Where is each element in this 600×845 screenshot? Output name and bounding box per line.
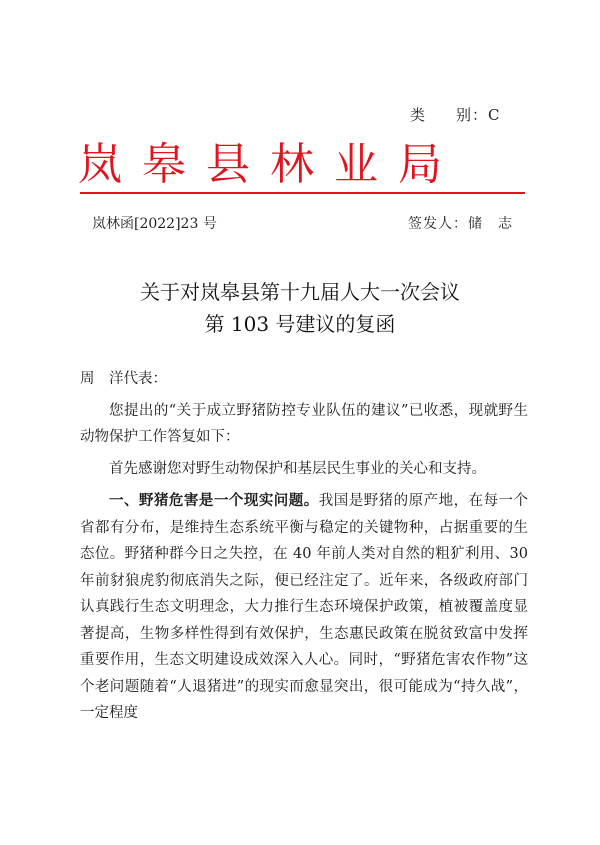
document-number: 岚林函[2022]23 号 xyxy=(92,216,217,232)
section-1-text: 我国是野猪的原产地，在每一个省都有分布，是维持生态系统平衡与稳定的关键物种，占据重要的生态位。野猪种群今日之失控，在 40 年前人类对自然的粗犷利用、30 年前豺狼虎豹彻底消失之际，便已经注定了。近年来，各级政府部门认真践行生态文明理念，大力推行生态环境保护政策，植被覆盖度显著提高，生物多样性得到有效保护，生态惠民政策在脱贫致富中发挥重要作用，生态文明建设成效深入人心。同时，“野猪危害农作物”这个老问题随着“人退猪进”的现实而愈显突出，很可能成为“持久战”，一定程度 xyxy=(80,493,529,721)
signer: 签发人：储 志 xyxy=(408,216,513,232)
document-category xyxy=(410,104,501,125)
category-label: 类 xyxy=(410,106,427,124)
salutation: 周 洋代表： xyxy=(80,371,167,387)
red-header-rule xyxy=(80,192,525,194)
section-1-heading: 一、野猪危害是一个现实问题。 xyxy=(109,493,319,509)
category-value: 别：C xyxy=(456,106,501,124)
document-body xyxy=(80,366,528,727)
section-1-paragraph xyxy=(80,488,528,727)
title-line-2: 第 103 号建议的复函 xyxy=(204,312,396,336)
document-title xyxy=(0,276,600,340)
issuing-authority-title: 岚皋县林业局 xyxy=(78,139,462,190)
paragraph-1: 您提出的“关于成立野猪防控专业队伍的建议”已收悉，现就野生动物保护工作答复如下： xyxy=(80,403,528,445)
paragraph-2: 首先感谢您对野生动物保护和基层民生事业的关心和支持。 xyxy=(109,461,486,477)
title-line-1: 关于对岚皋县第十九届人大一次会议 xyxy=(140,280,460,304)
